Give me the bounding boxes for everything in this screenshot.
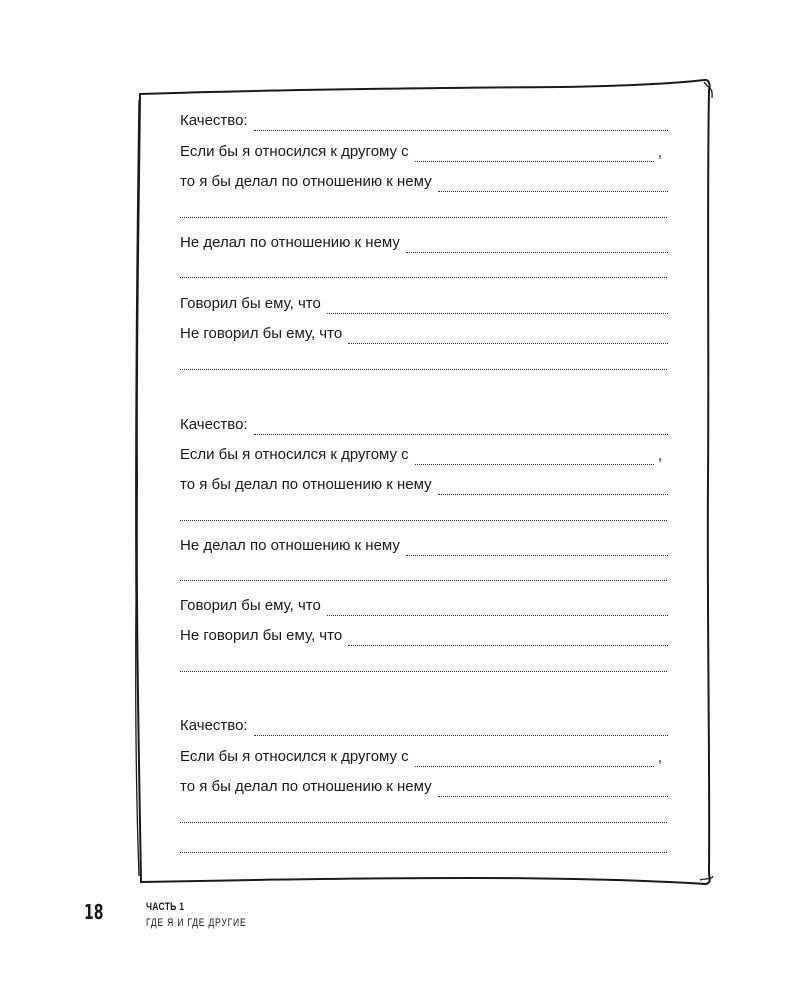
would-do-blank[interactable] bbox=[438, 784, 668, 797]
quality-blank[interactable] bbox=[254, 723, 668, 736]
not-do-label: Не делал по отношению к нему bbox=[180, 537, 400, 554]
quality-row bbox=[180, 107, 668, 131]
blank-line[interactable] bbox=[180, 217, 667, 218]
would-do-row bbox=[180, 773, 668, 797]
would-say-blank[interactable] bbox=[327, 603, 668, 616]
blank-line[interactable] bbox=[180, 671, 667, 672]
worksheet bbox=[180, 0, 670, 880]
quality-blank[interactable] bbox=[254, 118, 668, 131]
not-say-label: Не говорил бы ему, что bbox=[180, 627, 343, 644]
would-do-row bbox=[180, 471, 668, 495]
would-do-blank[interactable] bbox=[438, 179, 668, 192]
quality-blank[interactable] bbox=[254, 422, 668, 435]
quality-row bbox=[180, 411, 668, 435]
if-related-blank[interactable] bbox=[415, 452, 654, 465]
not-do-row bbox=[180, 229, 668, 253]
if-related-row bbox=[180, 441, 662, 465]
would-do-label: то я бы делал по отношению к нему bbox=[180, 173, 432, 190]
if-related-row bbox=[180, 743, 662, 767]
comma: , bbox=[657, 144, 662, 161]
would-say-label: Говорил бы ему, что bbox=[180, 295, 321, 312]
not-say-row bbox=[180, 622, 668, 646]
quality-label: Качество: bbox=[180, 112, 248, 129]
if-related-label: Если бы я относился к другому с bbox=[180, 446, 409, 463]
not-say-row bbox=[180, 320, 668, 344]
blank-line[interactable] bbox=[180, 277, 667, 278]
footer-subtitle: ГДЕ Я И ГДЕ ДРУГИЕ bbox=[146, 917, 247, 929]
not-say-label: Не говорил бы ему, что bbox=[180, 325, 343, 342]
footer-part: ЧАСТЬ 1 bbox=[146, 901, 185, 913]
blank-line[interactable] bbox=[180, 580, 667, 581]
if-related-blank[interactable] bbox=[415, 149, 654, 162]
would-say-label: Говорил бы ему, что bbox=[180, 597, 321, 614]
quality-row bbox=[180, 712, 668, 736]
would-say-row bbox=[180, 290, 668, 314]
blank-line[interactable] bbox=[180, 369, 667, 370]
if-related-blank[interactable] bbox=[415, 754, 654, 767]
if-related-label: Если бы я относился к другому с bbox=[180, 748, 409, 765]
if-related-label: Если бы я относился к другому с bbox=[180, 143, 409, 160]
would-say-blank[interactable] bbox=[327, 301, 668, 314]
blank-line[interactable] bbox=[180, 852, 667, 853]
quality-label: Качество: bbox=[180, 416, 248, 433]
would-do-blank[interactable] bbox=[438, 482, 668, 495]
would-do-label: то я бы делал по отношению к нему bbox=[180, 778, 432, 795]
not-say-blank[interactable] bbox=[348, 633, 668, 646]
not-do-blank[interactable] bbox=[406, 543, 668, 556]
if-related-row bbox=[180, 138, 662, 162]
not-do-blank[interactable] bbox=[406, 240, 668, 253]
not-say-blank[interactable] bbox=[348, 331, 668, 344]
not-do-label: Не делал по отношению к нему bbox=[180, 234, 400, 251]
comma: , bbox=[657, 447, 662, 464]
blank-line[interactable] bbox=[180, 520, 667, 521]
would-do-row bbox=[180, 168, 668, 192]
would-do-label: то я бы делал по отношению к нему bbox=[180, 476, 432, 493]
page-number: 18 bbox=[84, 900, 104, 924]
comma: , bbox=[657, 749, 662, 766]
not-do-row bbox=[180, 532, 668, 556]
would-say-row bbox=[180, 592, 668, 616]
blank-line[interactable] bbox=[180, 822, 667, 823]
quality-label: Качество: bbox=[180, 717, 248, 734]
